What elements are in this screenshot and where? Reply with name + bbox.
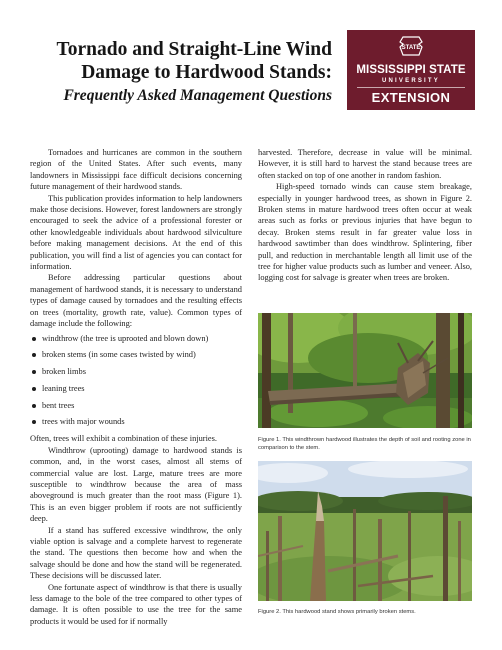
paragraph: Often, trees will exhibit a combination of these injuries. (30, 434, 217, 444)
left-column (30, 147, 242, 627)
figure-2-photo (258, 461, 472, 601)
list-item-text: broken limbs (42, 367, 86, 377)
windthrow-photo-image (258, 313, 472, 428)
paragraph: This publication provides information to help landowners make those decisions. However, forest landowners are strongly encouraged to seek the advice of a professional forester or other knowledgeable individuals about hardwood silviculture before making management decisions. At the end of this publication, you will find a list of agencies you can contact for information. (30, 193, 242, 272)
paragraph: harvested. Therefore, decrease in value will be minimal. However, it is still hard to harvest the stand because trees are often stacked on top of one another in random fashion. (258, 148, 472, 180)
paragraph: Windthrow (uprooting) damage to hardwood stands is common, and, in the worst cases, almost all stems of commercial value are lost. Large, mature trees are more susceptible to windthrow because the area of mass aboveground is much greater than the root mass (Figure 1). This is an even bigger problem if roots are not sufficiently deep. (30, 445, 242, 524)
paragraph: Tornadoes and hurricanes are common in the southern region of the United States. After such events, many landowners in Mississippi face difficult decisions concerning future management of their hardwood stands. (30, 148, 242, 192)
figure-1-photo (258, 313, 472, 428)
paragraph: High-speed tornado winds can cause stem breakage, especially in younger hardwood trees, as shown in Figure 2. Broken stems in mature hardwood trees often occur at weak areas such as forks or previous injuries that have begun to decay. Broken stems result in far greater value loss in hardwood sawtimber than does windthrow. Splintering, fiber pull, and reduction in merchantable length all limit use of the tree for higher value products such as lumber and veneer. Also, logging cost for salvage is greater when trees are broken. (258, 182, 472, 283)
msu-extension-logo (347, 30, 475, 110)
state-seal-icon (397, 35, 425, 57)
list-item (30, 349, 242, 360)
figure-1-caption: Figure 1. This windthrown hardwood illustrates the depth of soil and rooting zone in comparison to the stem. (258, 437, 471, 451)
title-line-1: Tornado and Straight-Line Wind (56, 39, 332, 60)
broken-stems-photo-image (258, 461, 472, 601)
logo-divider (357, 87, 465, 88)
list-item-text: leaning trees (42, 383, 85, 393)
subtitle: Frequently Asked Management Questions (63, 87, 332, 104)
list-item (30, 333, 242, 344)
list-item-text: windthrow (the tree is uprooted and blown down) (42, 333, 209, 343)
logo-division: EXTENSION (371, 90, 451, 105)
title-block (30, 38, 332, 106)
list-item (30, 383, 242, 394)
bullet-icon (32, 370, 36, 374)
list-item (30, 416, 242, 427)
seal-text: STATE (401, 45, 421, 51)
list-item-text: trees with major wounds (42, 417, 125, 427)
damage-types-list (30, 333, 242, 428)
bullet-icon (32, 353, 36, 357)
list-item (30, 366, 242, 377)
bullet-icon (32, 404, 36, 408)
list-item-text: broken stems (in some cases twisted by wind) (42, 350, 196, 360)
title-line-2: Damage to Hardwood Stands: (81, 62, 332, 83)
list-item (30, 400, 242, 411)
paragraph: Before addressing particular questions about management of hardwood stands, it is necessary to understand types of damage caused by tornadoes and the resulting effects on trees (mortality, growth rate, value). Common types of damage include the following: (30, 273, 242, 329)
bullet-icon (32, 420, 36, 424)
logo-university: UNIVERSITY (381, 78, 440, 84)
figure-2-caption: Figure 2. This hardwood stand shows primarily broken stems. (258, 609, 416, 615)
list-item-text: bent trees (42, 400, 75, 410)
logo-name: MISSISSIPPI STATE (356, 64, 466, 76)
paragraph: If a stand has suffered excessive windthrow, the only viable option is salvage and a complete harvest to regenerate the stand. The questions then become how and when the salvage should be done and how the stand will be regenerated. These decisions will be discussed later. (30, 525, 242, 581)
bullet-icon (32, 337, 36, 341)
bullet-icon (32, 387, 36, 391)
right-column (258, 147, 472, 284)
paragraph: One fortunate aspect of windthrow is that there is usually less damage to the bole of the tree compared to other types of damage. It is often possible to use the tree for the same products it would be used for if normally (30, 582, 242, 626)
